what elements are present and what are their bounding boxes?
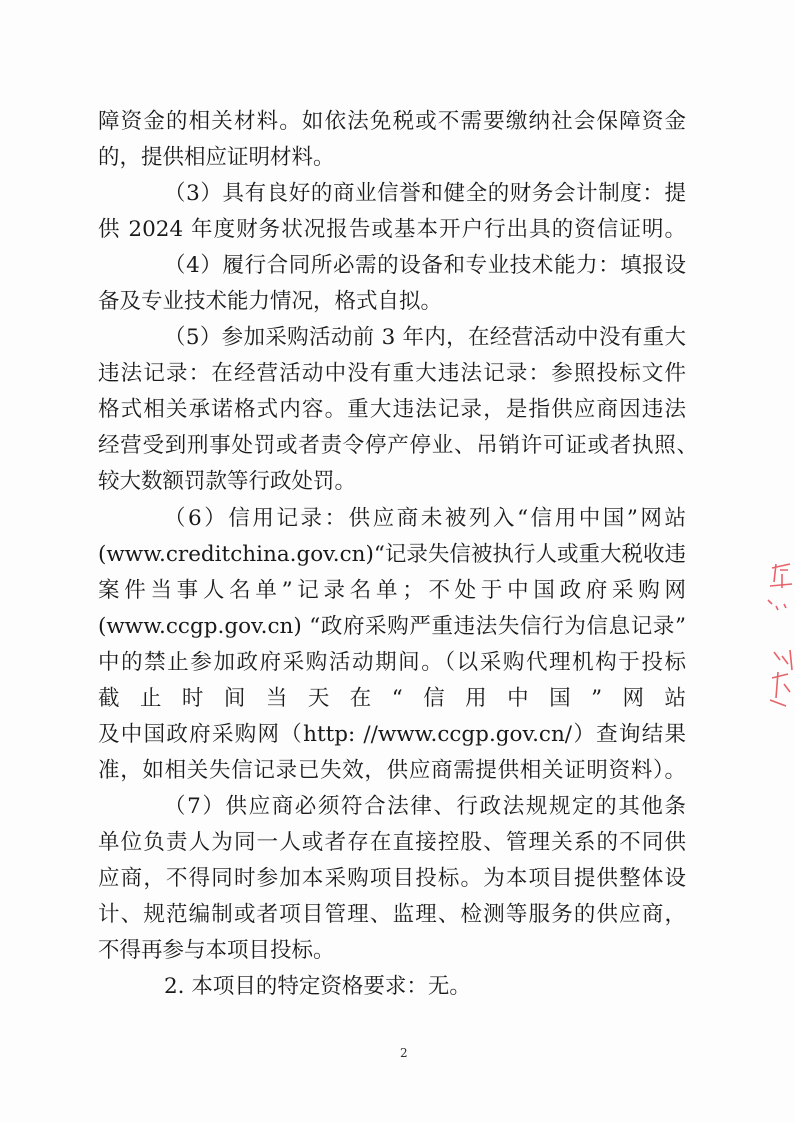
- text-line: 的，提供相应证明材料。: [98, 145, 335, 171]
- text-line: 应商，不得同时参加本采购项目投标。为本项目提供整体设: [98, 865, 686, 891]
- text-line: 较大数额罚款等行政处罚。: [98, 469, 357, 495]
- text-line: 障资金的相关材料。如依法免税或不需要缴纳社会保障资金: [98, 109, 686, 134]
- text-line: 格式相关承诺格式内容。重大违法记录，是指供应商因违法: [98, 397, 686, 423]
- text-line: (www.ccgp.gov.cn) “政府采购严重违法失信行为信息记录”: [98, 613, 686, 639]
- text-line: 违法记录：在经营活动中没有重大违法记录：参照投标文件: [98, 361, 686, 387]
- red-seal-fragment: [762, 560, 794, 720]
- item-7-line: （7）供应商必须符合法律、行政法规规定的其他条: [164, 793, 686, 819]
- page-number: 2: [400, 1046, 408, 1060]
- text-line: 及中国政府采购网（http: //www.ccgp.gov.cn/）查询结果: [98, 721, 686, 747]
- item-6-line: （6）信用记录：供应商未被列入“信用中国”网站: [164, 505, 686, 531]
- item-5-line: （5）参加采购活动前 3 年内，在经营活动中没有重大: [164, 325, 686, 351]
- text-line: 备及专业技术能力情况，格式自拟。: [98, 289, 443, 315]
- text-line: 中的禁止参加政府采购活动期间。（以采购代理机构于投标: [98, 649, 686, 675]
- item-4-line: （4）履行合同所必需的设备和专业技术能力：填报设: [164, 253, 686, 279]
- document-body: [98, 104, 698, 1005]
- text-line: 不得再参与本项目投标。: [98, 938, 335, 964]
- text-line: 案件当事人名单”记录名单；不处于中国政府采购网: [98, 577, 686, 603]
- text-line: 计、规范编制或者项目管理、监理、检测等服务的供应商，: [98, 902, 686, 928]
- item-3-line: （3）具有良好的商业信誉和健全的财务会计制度：提: [164, 181, 686, 207]
- text-line: 供 2024 年度财务状况报告或基本开户行出具的资信证明。: [98, 217, 686, 243]
- text-line: 截止时间当天在“信用中国”网站: [98, 685, 686, 711]
- text-line: 经营受到刑事处罚或者责令停产停业、吊销许可证或者执照、: [98, 433, 698, 459]
- text-line: 准，如相关失信记录已失效，供应商需提供相关证明资料）。: [98, 757, 686, 783]
- section-2-line: 2. 本项目的特定资格要求：无。: [164, 974, 471, 1000]
- text-line: (www.creditchina.gov.cn)“记录失信被执行人或重大税收违: [98, 541, 686, 567]
- text-line: 单位负责人为同一人或者存在直接控股、管理关系的不同供: [98, 829, 686, 855]
